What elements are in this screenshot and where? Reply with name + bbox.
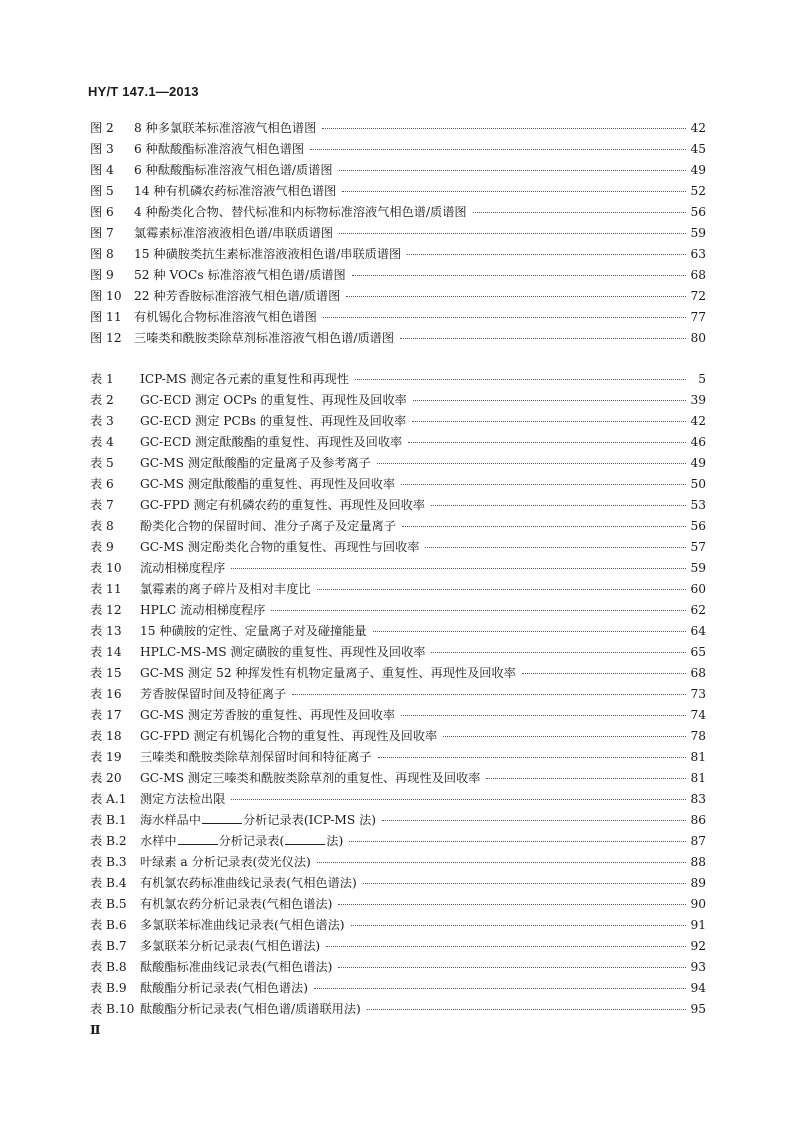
dot-leader xyxy=(317,862,686,863)
table-entry-page: 5 xyxy=(698,372,706,386)
table-entry-page: 92 xyxy=(690,939,706,953)
table-entry-title: GC-MS 测定 52 种挥发性有机物定量离子、重复性、再现性及回收率 xyxy=(140,666,516,680)
table-entry-label: 表 1 xyxy=(90,372,114,386)
table-entry[interactable] xyxy=(90,370,706,391)
table-entry-title: 叶绿素 a 分析记录表(荧光仪法) xyxy=(140,855,311,869)
dot-leader xyxy=(363,883,686,884)
table-entry-label: 表 12 xyxy=(90,603,122,617)
table-entry[interactable] xyxy=(90,412,706,433)
dot-leader xyxy=(400,338,686,339)
fill-in-blank xyxy=(285,833,325,845)
table-entry-title: GC-MS 测定三嗪类和酰胺类除草剂的重复性、再现性及回收率 xyxy=(140,771,481,785)
figure-entry-page: 56 xyxy=(690,205,706,219)
figure-entry[interactable] xyxy=(90,329,706,350)
table-entry-page: 93 xyxy=(690,960,706,974)
figure-entry-page: 72 xyxy=(690,289,706,303)
dot-leader xyxy=(292,694,686,695)
dot-leader xyxy=(412,421,686,422)
figure-entry-label: 图 10 xyxy=(90,289,122,303)
figure-entry[interactable] xyxy=(90,182,706,203)
table-entry[interactable] xyxy=(90,832,706,853)
table-entry[interactable] xyxy=(90,685,706,706)
dot-leader xyxy=(431,652,686,653)
table-entry[interactable] xyxy=(90,517,706,538)
dot-leader xyxy=(431,505,686,506)
table-entry-label: 表 3 xyxy=(90,414,114,428)
dot-leader xyxy=(342,191,686,192)
figure-entry-label: 图 7 xyxy=(90,226,114,240)
table-entry-page: 91 xyxy=(690,918,706,932)
table-entry-label: 表 B.1 xyxy=(90,813,127,827)
table-entry[interactable] xyxy=(90,391,706,412)
table-entry-title: GC-MS 测定酚类化合物的重复性、再现性与回收率 xyxy=(140,540,420,554)
fill-in-blank xyxy=(178,833,218,845)
table-entry-page: 94 xyxy=(690,981,706,995)
table-entry-title: HPLC 流动相梯度程序 xyxy=(140,603,266,617)
table-entry[interactable] xyxy=(90,958,706,979)
dot-leader xyxy=(473,212,686,213)
document-header-code: HY/T 147.1—2013 xyxy=(88,84,199,99)
table-entry-page: 74 xyxy=(690,708,706,722)
table-entry-label: 表 13 xyxy=(90,624,122,638)
dot-leader xyxy=(339,170,686,171)
table-entry-page: 78 xyxy=(690,729,706,743)
dot-leader xyxy=(408,442,686,443)
table-entry[interactable] xyxy=(90,538,706,559)
table-entry-page: 50 xyxy=(690,477,706,491)
table-entry-title: 有机氯农药分析记录表(气相色谱法) xyxy=(140,897,333,911)
table-entry-page: 42 xyxy=(690,414,706,428)
table-entry-title: 多氯联苯分析记录表(气相色谱法) xyxy=(140,939,321,953)
table-entry-title: GC-FPD 测定有机磷农药的重复性、再现性及回收率 xyxy=(140,498,426,512)
table-entry[interactable] xyxy=(90,496,706,517)
dot-leader xyxy=(271,610,686,611)
table-entry-label: 表 B.6 xyxy=(90,918,127,932)
figure-list xyxy=(90,119,706,350)
figure-entry[interactable] xyxy=(90,224,706,245)
table-entry-title xyxy=(140,832,343,849)
figure-entry-title: 有机锡化合物标准溶液气相色谱图 xyxy=(134,310,317,324)
figure-entry-page: 45 xyxy=(690,142,706,156)
table-entry-title: 三嗪类和酰胺类除草剂保留时间和特征离子 xyxy=(140,750,372,764)
table-entry-page: 46 xyxy=(690,435,706,449)
table-entry-page: 90 xyxy=(690,897,706,911)
figure-entry-page: 59 xyxy=(690,226,706,240)
table-entry-page: 49 xyxy=(690,456,706,470)
table-entry-label: 表 B.10 xyxy=(90,1002,135,1016)
fill-in-blank xyxy=(202,812,242,824)
figure-entry-page: 52 xyxy=(690,184,706,198)
table-entry-label: 表 4 xyxy=(90,435,114,449)
dot-leader xyxy=(401,715,686,716)
table-entry-page: 57 xyxy=(690,540,706,554)
table-entry-label: 表 9 xyxy=(90,540,114,554)
table-entry-title: GC-MS 测定芳香胺的重复性、再现性及回收率 xyxy=(140,708,396,722)
table-entry-label: 表 11 xyxy=(90,582,122,596)
table-entry-page: 73 xyxy=(690,687,706,701)
table-entry[interactable] xyxy=(90,727,706,748)
figure-entry-page: 63 xyxy=(690,247,706,261)
figure-entry-page: 42 xyxy=(690,121,706,135)
figure-entry-label: 图 12 xyxy=(90,331,122,345)
table-entry-page: 81 xyxy=(690,750,706,764)
figure-entry-page: 80 xyxy=(690,331,706,345)
table-entry-title: GC-ECD 测定 OCPs 的重复性、再现性及回收率 xyxy=(140,393,407,407)
table-entry[interactable] xyxy=(90,601,706,622)
page-number: Ⅱ xyxy=(90,1022,101,1037)
table-entry-title: HPLC-MS-MS 测定磺胺的重复性、再现性及回收率 xyxy=(140,645,426,659)
table-entry-title: 有机氯农药标准曲线记录表(气相色谱法) xyxy=(140,876,357,890)
dot-leader xyxy=(377,463,686,464)
dot-leader xyxy=(310,149,686,150)
dot-leader xyxy=(326,946,686,947)
figure-entry-title: 4 种酚类化合物、替代标准和内标物标准溶液气相色谱/质谱图 xyxy=(134,205,467,219)
table-entry-label: 表 15 xyxy=(90,666,122,680)
dot-leader xyxy=(323,317,686,318)
table-entry[interactable] xyxy=(90,580,706,601)
figure-entry-label: 图 8 xyxy=(90,247,114,261)
table-entry-label: 表 19 xyxy=(90,750,122,764)
dot-leader xyxy=(407,254,686,255)
table-entry-page: 65 xyxy=(690,645,706,659)
figure-entry-title: 三嗪类和酰胺类除草剂标准溶液气相色谱/质谱图 xyxy=(134,331,395,345)
figure-entry-label: 图 11 xyxy=(90,310,122,324)
dot-leader xyxy=(352,275,686,276)
table-list xyxy=(90,370,706,1021)
dot-leader xyxy=(349,841,686,842)
dot-leader xyxy=(339,233,686,234)
table-entry-page: 39 xyxy=(690,393,706,407)
table-entry[interactable] xyxy=(90,916,706,937)
dot-leader xyxy=(314,988,686,989)
figure-entry-title: 8 种多氯联苯标准溶液气相色谱图 xyxy=(134,121,317,135)
table-entry-page: 68 xyxy=(690,666,706,680)
table-entry-title: 芳香胺保留时间及特征离子 xyxy=(140,687,287,701)
table-entry[interactable] xyxy=(90,622,706,643)
dot-leader xyxy=(338,904,686,905)
dot-leader xyxy=(351,925,686,926)
table-entry-title: 氯霉素的离子碎片及相对丰度比 xyxy=(140,582,311,596)
table-entry[interactable] xyxy=(90,769,706,790)
table-entry[interactable] xyxy=(90,433,706,454)
table-entry-label: 表 17 xyxy=(90,708,122,722)
table-entry-page: 88 xyxy=(690,855,706,869)
figure-entry[interactable] xyxy=(90,308,706,329)
table-entry-label: 表 B.3 xyxy=(90,855,127,869)
table-entry-title: 测定方法检出限 xyxy=(140,792,226,806)
figure-entry-title: 52 种 VOCs 标准溶液气相色谱/质谱图 xyxy=(134,268,346,282)
dot-leader xyxy=(402,526,686,527)
dot-leader xyxy=(322,128,686,129)
table-entry-title-part: 分析记录表(ICP-MS 法) xyxy=(242,813,377,827)
table-entry-label: 表 7 xyxy=(90,498,114,512)
figure-entry-title: 14 种有机磷农药标准溶液气相色谱图 xyxy=(134,184,337,198)
table-entry-page: 83 xyxy=(690,792,706,806)
dot-leader xyxy=(413,400,686,401)
table-entry-label: 表 B.9 xyxy=(90,981,127,995)
table-entry-title: 酞酸酯分析记录表(气相色谱/质谱联用法) xyxy=(140,1002,361,1016)
table-entry-page: 56 xyxy=(690,519,706,533)
figure-entry-page: 68 xyxy=(690,268,706,282)
dot-leader xyxy=(373,631,686,632)
figure-entry-page: 49 xyxy=(690,163,706,177)
table-entry-title: ICP-MS 测定各元素的重复性和再现性 xyxy=(140,372,349,386)
table-entry[interactable] xyxy=(90,559,706,580)
table-entry-page: 59 xyxy=(690,561,706,575)
table-entry[interactable] xyxy=(90,475,706,496)
figure-entry-label: 图 3 xyxy=(90,142,114,156)
dot-leader xyxy=(338,967,686,968)
figure-entry-label: 图 4 xyxy=(90,163,114,177)
table-entry-label: 表 B.5 xyxy=(90,897,127,911)
table-entry[interactable] xyxy=(90,853,706,874)
dot-leader xyxy=(522,673,686,674)
table-entry-title-part: 法) xyxy=(326,834,344,848)
table-entry-label: 表 18 xyxy=(90,729,122,743)
table-entry-title: 酞酸酯分析记录表(气相色谱法) xyxy=(140,981,308,995)
table-entry-label: 表 14 xyxy=(90,645,122,659)
dot-leader xyxy=(231,799,686,800)
table-entry-title xyxy=(140,811,376,828)
table-entry-title: 15 种磺胺的定性、定量离子对及碰撞能量 xyxy=(140,624,367,638)
table-entry-label: 表 B.8 xyxy=(90,960,127,974)
table-entry-label: 表 10 xyxy=(90,561,122,575)
table-entry[interactable] xyxy=(90,643,706,664)
table-entry[interactable] xyxy=(90,895,706,916)
table-entry[interactable] xyxy=(90,937,706,958)
figure-entry-title: 22 种芳香胺标准溶液气相色谱/质谱图 xyxy=(134,289,341,303)
table-entry[interactable] xyxy=(90,874,706,895)
figure-entry[interactable] xyxy=(90,140,706,161)
table-entry-label: 表 B.4 xyxy=(90,876,127,890)
figure-entry[interactable] xyxy=(90,266,706,287)
table-entry-title: 酞酸酯标准曲线记录表(气相色谱法) xyxy=(140,960,333,974)
table-entry-title: GC-MS 测定酞酸酯的定量离子及参考离子 xyxy=(140,456,371,470)
table-entry-title-part: 海水样品中 xyxy=(140,813,201,827)
figure-entry-page: 77 xyxy=(690,310,706,324)
table-entry-page: 87 xyxy=(690,834,706,848)
figure-entry-label: 图 6 xyxy=(90,205,114,219)
table-entry[interactable] xyxy=(90,790,706,811)
figure-entry[interactable] xyxy=(90,245,706,266)
table-entry-title: GC-ECD 测定 PCBs 的重复性、再现性及回收率 xyxy=(140,414,407,428)
table-entry-title: GC-MS 测定酞酸酯的重复性、再现性及回收率 xyxy=(140,477,396,491)
figure-entry-title: 15 种磺胺类抗生素标准溶液液相色谱/串联质谱图 xyxy=(134,247,402,261)
table-entry-page: 53 xyxy=(690,498,706,512)
table-entry-title-part: 水样中 xyxy=(140,834,177,848)
dot-leader xyxy=(378,757,686,758)
figure-entry-title: 6 种酞酸酯标准溶液气相色谱图 xyxy=(134,142,305,156)
figure-entry[interactable] xyxy=(90,203,706,224)
dot-leader xyxy=(425,547,686,548)
table-entry[interactable] xyxy=(90,1000,706,1021)
table-entry[interactable] xyxy=(90,811,706,832)
dot-leader xyxy=(367,1009,686,1010)
table-entry-label: 表 8 xyxy=(90,519,114,533)
figure-entry[interactable] xyxy=(90,119,706,140)
dot-leader xyxy=(231,568,686,569)
table-entry-label: 表 16 xyxy=(90,687,122,701)
table-entry-page: 81 xyxy=(690,771,706,785)
table-entry-page: 86 xyxy=(690,813,706,827)
table-entry-label: 表 2 xyxy=(90,393,114,407)
table-entry[interactable] xyxy=(90,706,706,727)
table-entry-label: 表 6 xyxy=(90,477,114,491)
table-entry-title: 多氯联苯标准曲线记录表(气相色谱法) xyxy=(140,918,345,932)
table-entry[interactable] xyxy=(90,979,706,1000)
table-entry-label: 表 B.7 xyxy=(90,939,127,953)
table-entry-label: 表 5 xyxy=(90,456,114,470)
table-entry-page: 89 xyxy=(690,876,706,890)
table-entry[interactable] xyxy=(90,748,706,769)
table-entry-title-part: 分析记录表( xyxy=(218,834,285,848)
figure-entry-title: 6 种酞酸酯标准溶液气相色谱/质谱图 xyxy=(134,163,333,177)
table-entry-title: GC-FPD 测定有机锡化合物的重复性、再现性及回收率 xyxy=(140,729,438,743)
table-entry-label: 表 A.1 xyxy=(90,792,127,806)
table-entry-label: 表 B.2 xyxy=(90,834,127,848)
dot-leader xyxy=(443,736,686,737)
table-entry-page: 64 xyxy=(690,624,706,638)
figure-entry-label: 图 9 xyxy=(90,268,114,282)
table-entry-title: 酚类化合物的保留时间、准分子离子及定量离子 xyxy=(140,519,396,533)
dot-leader xyxy=(317,589,686,590)
figure-entry-title: 氯霉素标准溶液液相色谱/串联质谱图 xyxy=(134,226,334,240)
figure-entry[interactable] xyxy=(90,161,706,182)
table-entry-label: 表 20 xyxy=(90,771,122,785)
figure-entry[interactable] xyxy=(90,287,706,308)
dot-leader xyxy=(346,296,686,297)
table-entry[interactable] xyxy=(90,664,706,685)
dot-leader xyxy=(401,484,686,485)
dot-leader xyxy=(486,778,686,779)
table-entry-page: 62 xyxy=(690,603,706,617)
figure-entry-label: 图 5 xyxy=(90,184,114,198)
table-entry-title: 流动相梯度程序 xyxy=(140,561,226,575)
table-entry[interactable] xyxy=(90,454,706,475)
table-entry-title: GC-ECD 测定酞酸酯的重复性、再现性及回收率 xyxy=(140,435,403,449)
dot-leader xyxy=(355,379,686,380)
figure-entry-label: 图 2 xyxy=(90,121,114,135)
table-entry-page: 60 xyxy=(690,582,706,596)
dot-leader xyxy=(382,820,686,821)
table-entry-page: 95 xyxy=(690,1002,706,1016)
